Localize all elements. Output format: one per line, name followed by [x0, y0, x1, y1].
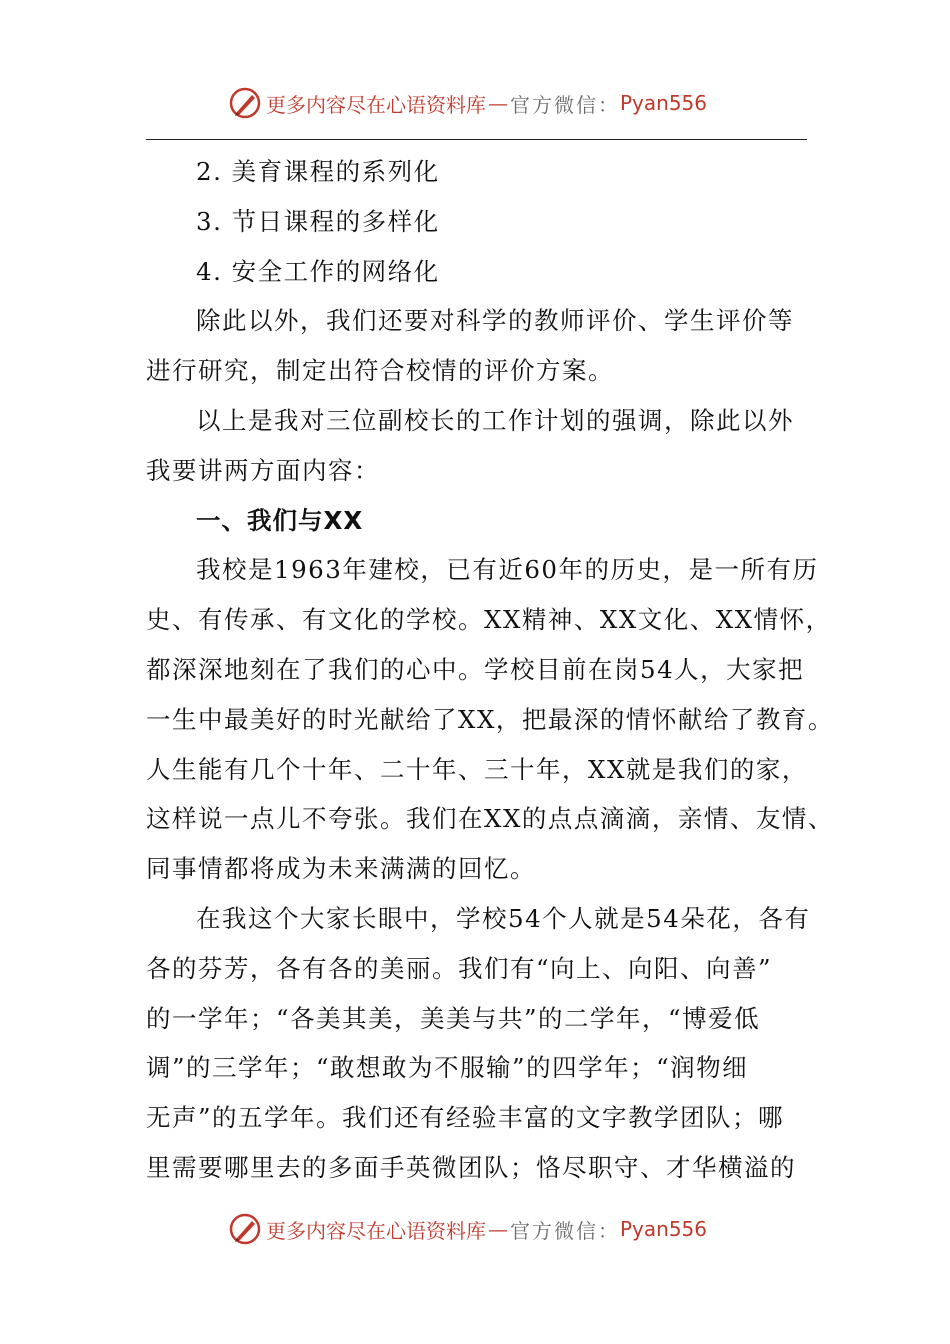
paragraph-line: 同事情都将成为未来满满的回忆。 [146, 854, 536, 884]
paragraph-line: 史、有传承、有文化的学校。XX精神、XX文化、XX情怀， [146, 605, 832, 635]
watermark-wechat-id: Pyan556 [620, 1217, 708, 1241]
paragraph-line: 都深深地刻在了我们的心中。学校目前在岗54人，大家把 [146, 654, 805, 684]
paragraph-line: 进行研究，制定出符合校情的评价方案。 [146, 356, 614, 386]
paragraph-line: 里需要哪里去的多面手英微团队；恪尽职守、才华横溢的 [146, 1152, 796, 1182]
watermark-site-text: 更多内容尽在心语资料库 [266, 92, 486, 117]
paragraph-line: 在我这个大家长眼中，学校54个人就是54朵花，各有 [196, 903, 811, 933]
watermark-separator: — [488, 1217, 508, 1241]
header-divider [146, 139, 807, 140]
paragraph-line: 的一学年；“各美其美，美美与共”的二学年，“博爱低 [146, 1003, 761, 1033]
document-body [146, 147, 834, 1193]
watermark-site-text: 更多内容尽在心语资料库 [266, 1218, 486, 1243]
paragraph-line: 以上是我对三位副校长的工作计划的强调，除此以外 [196, 405, 794, 435]
list-item: 2. 美育课程的系列化 [196, 157, 440, 186]
paragraph-line: 我校是1963年建校，已有近60年的历史，是一所有历 [196, 555, 819, 585]
header-watermark [228, 85, 707, 121]
paragraph-line: 我要讲两方面内容： [146, 455, 380, 485]
paragraph-line: 这样说一点儿不夸张。我们在XX的点点滴滴，亲情、友情、 [146, 804, 834, 834]
pen-logo-icon [228, 1212, 262, 1246]
list-item: 4. 安全工作的网络化 [196, 256, 440, 286]
paragraph-line: 无声”的五学年。我们还有经验丰富的文字教学团队；哪 [146, 1103, 785, 1133]
paragraph-line: 除此以外，我们还要对科学的教师评价、学生评价等 [196, 306, 794, 336]
paragraph-line: 各的芬芳，各有各的美丽。我们有“向上、向阳、向善” [146, 953, 773, 983]
watermark-official-label: 官方微信： [510, 92, 620, 117]
paragraph-line: 一生中最美好的时光献给了XX，把最深的情怀献给了教育。 [146, 704, 834, 734]
footer-watermark [228, 1211, 707, 1247]
paragraph-line: 人生能有几个十年、二十年、三十年，XX就是我们的家， [146, 754, 808, 784]
watermark-official-label: 官方微信： [510, 1218, 620, 1243]
watermark-wechat-id: Pyan556 [620, 91, 708, 115]
paragraph-line: 调”的三学年；“敢想敢为不服输”的四学年；“润物细 [146, 1053, 749, 1083]
pen-logo-icon [228, 86, 262, 120]
list-item: 3. 节日课程的多样化 [196, 206, 440, 236]
section-heading: 一、我们与XX [196, 505, 364, 535]
watermark-separator: — [488, 91, 508, 115]
